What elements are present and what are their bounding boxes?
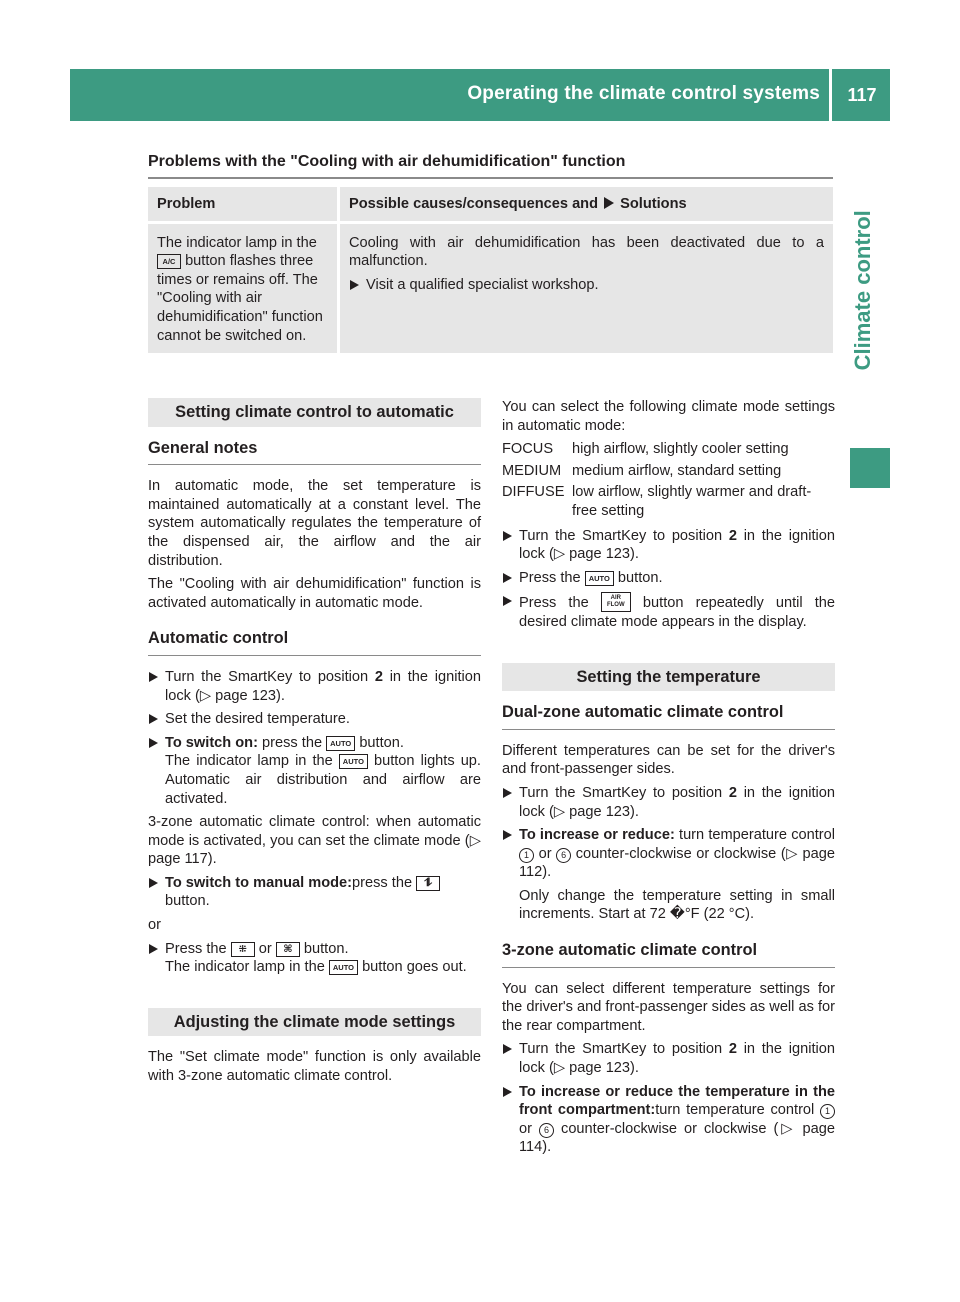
side-tab-marker bbox=[850, 448, 890, 488]
solution-step bbox=[349, 276, 824, 295]
knob-6-icon: 6 bbox=[539, 1123, 554, 1138]
side-tab-label: Climate control bbox=[849, 209, 875, 371]
ac-button-icon: A/C bbox=[157, 254, 181, 269]
step-fan-buttons: Press the ⁜ or ⌘ button. The indicator lamp in the AUTO button goes out. bbox=[148, 940, 481, 977]
list-item: FOCUS high airflow, slightly cooler setting bbox=[502, 441, 789, 458]
temperature-note: Only change the temperature setting in small increments. Start at 72 �°F (22 °C). bbox=[519, 887, 835, 923]
problem-text-a: The indicator lamp in the bbox=[157, 234, 317, 251]
climate-mode-p1: The "Set climate mode" function is only available with 3-zone automatic climate control. bbox=[148, 1049, 481, 1085]
step-manual-mode: To switch to manual mode:press the ⥮ button. bbox=[148, 874, 481, 911]
table-title: Problems with the "Cooling with air dehumidification" function bbox=[148, 153, 626, 170]
cause-text: Cooling with air dehumidification has been deactivated due to a malfunction. bbox=[349, 234, 824, 270]
arrow-icon bbox=[149, 714, 158, 724]
page-ref-link[interactable]: page 117 bbox=[148, 851, 208, 868]
right-column bbox=[502, 398, 835, 1162]
table-title-rule bbox=[148, 177, 833, 179]
climate-mode-list bbox=[502, 440, 835, 520]
arrow-icon bbox=[350, 280, 359, 290]
fan-high-button-icon: ⌘ bbox=[276, 942, 300, 957]
step-press-auto: Press the AUTO button. bbox=[502, 569, 835, 588]
table-header-row bbox=[148, 187, 833, 221]
arrow-icon bbox=[503, 531, 512, 541]
auto-button-icon: AUTO bbox=[585, 571, 614, 586]
page-ref-icon: ▷ bbox=[778, 1120, 796, 1137]
general-notes-p1: In automatic mode, the set temperature is maintained automatically at a constant level. The system automatically regulates the temperature of the dispensed air, the airflow and the air distribution. bbox=[148, 478, 481, 569]
solution-text: Visit a qualified specialist workshop. bbox=[366, 276, 599, 293]
section-heading-climate-mode: Adjusting the climate mode settings bbox=[148, 1008, 481, 1037]
page-ref-icon: ▷ bbox=[553, 803, 566, 820]
section-heading-automatic: Setting climate control to automatic bbox=[148, 398, 481, 427]
page-ref-link[interactable]: page 112 bbox=[519, 845, 835, 881]
subheading-dual-zone: Dual-zone automatic climate control bbox=[502, 703, 835, 730]
left-column bbox=[148, 398, 481, 1091]
page-ref-icon: ▷ bbox=[785, 845, 798, 862]
step-set-temperature: Set the desired temperature. bbox=[148, 710, 481, 729]
list-item: DIFFUSE low airflow, slightly warmer and draft-free setting bbox=[502, 484, 812, 519]
section-heading-temperature: Setting the temperature bbox=[502, 663, 835, 692]
step-smartkey: Turn the SmartKey to position 2 in the ignition lock (▷ page 123). bbox=[502, 527, 835, 564]
three-zone-p1: You can select different temperature settings for the driver's and front-passenger sides as well as for the rear compartment. bbox=[502, 980, 835, 1034]
col-header-problem: Problem bbox=[148, 187, 340, 221]
col-header-causes-text: Possible causes/consequences and bbox=[349, 196, 599, 212]
arrow-icon bbox=[503, 830, 512, 840]
col-header-solutions-text: Solutions bbox=[620, 196, 687, 212]
arrow-icon bbox=[149, 738, 158, 748]
dual-zone-p1: Different temperatures can be set for the driver's and front-passenger sides. bbox=[502, 742, 835, 778]
fan-low-button-icon: ⁜ bbox=[231, 942, 255, 957]
subheading-three-zone: 3-zone automatic climate control bbox=[502, 941, 835, 968]
col-header-solutions bbox=[340, 187, 833, 221]
subheading-automatic-control: Automatic control bbox=[148, 629, 481, 656]
manual-mode-button-icon: ⥮ bbox=[416, 876, 440, 891]
page-ref-icon: ▷ bbox=[469, 832, 481, 849]
page-ref-link[interactable]: page 123 bbox=[569, 546, 631, 563]
header-bar bbox=[70, 69, 890, 121]
general-notes-p2: The "Cooling with air dehumidification" function is activated automatically in automatic mode. bbox=[148, 576, 481, 611]
page-ref-icon: ▷ bbox=[199, 687, 212, 704]
header-separator bbox=[829, 69, 832, 121]
arrow-icon bbox=[149, 878, 158, 888]
air-flow-button-icon: AIR FLOW bbox=[601, 592, 631, 612]
problem-cell bbox=[148, 221, 340, 354]
page-title: Operating the climate control systems bbox=[467, 83, 820, 104]
table-row bbox=[148, 221, 833, 354]
arrow-icon bbox=[503, 573, 512, 583]
arrow-icon bbox=[503, 1087, 512, 1097]
arrow-icon bbox=[149, 672, 158, 682]
step-front-compartment: To increase or reduce the temperature in the front compartment:turn temperature control 1 or 6 counter-clockwise or clockwise (▷ page 114). bbox=[502, 1083, 835, 1157]
step-increase-reduce: To increase or reduce: turn temperature control 1 or 6 counter-clockwise or clockwise (▷ page 112). Only change the temperature setting in small increments. Start at 72 �°F (22 °C). bbox=[502, 826, 835, 924]
problems-table bbox=[148, 187, 833, 353]
page-number: 117 bbox=[847, 85, 877, 105]
list-item: MEDIUM medium airflow, standard setting bbox=[502, 462, 782, 479]
arrow-icon bbox=[503, 788, 512, 798]
page-ref-icon: ▷ bbox=[553, 1060, 566, 1077]
page-ref-icon: ▷ bbox=[553, 546, 566, 563]
auto-button-icon: AUTO bbox=[339, 754, 368, 769]
side-tab bbox=[836, 140, 890, 440]
arrow-icon bbox=[503, 596, 512, 606]
knob-6-icon: 6 bbox=[556, 848, 571, 863]
page-ref-link[interactable]: page 123 bbox=[569, 803, 631, 820]
page-ref-link[interactable]: page 123 bbox=[215, 687, 277, 704]
subheading-general-notes: General notes bbox=[148, 439, 481, 466]
solution-cell bbox=[340, 221, 833, 354]
climate-mode-p2: You can select the following climate mode settings in automatic mode: bbox=[502, 399, 835, 434]
page-ref-link[interactable]: page 123 bbox=[569, 1060, 631, 1077]
auto-button-icon: AUTO bbox=[326, 736, 355, 751]
step-switch-on: To switch on: press the AUTO button. The indicator lamp in the AUTO button lights up. Automatic air distribution and airflow are activated. bbox=[148, 734, 481, 808]
step-smartkey: Turn the SmartKey to position 2 in the ignition lock (▷ page 123). bbox=[502, 1040, 835, 1077]
or-text: or bbox=[148, 917, 161, 934]
knob-1-icon: 1 bbox=[519, 848, 534, 863]
page-ref-link[interactable]: page 114 bbox=[519, 1120, 835, 1156]
step-smartkey: Turn the SmartKey to position 2 in the ignition lock (▷ page 123). bbox=[502, 784, 835, 821]
knob-1-icon: 1 bbox=[820, 1104, 835, 1119]
arrow-icon bbox=[604, 197, 614, 209]
step-press-air-flow: Press the AIR FLOW button repeatedly until the desired climate mode appears in the display. bbox=[502, 592, 835, 631]
arrow-icon bbox=[503, 1044, 512, 1054]
problem-text-b: button flashes three times or remains off. The "Cooling with air dehumidification" function cannot be switched on. bbox=[157, 253, 323, 344]
arrow-icon bbox=[149, 944, 158, 954]
three-zone-note: 3-zone automatic climate control: when automatic mode is activated, you can set the climate mode (▷ page 117). bbox=[148, 814, 481, 868]
step-smartkey: Turn the SmartKey to position 2 in the ignition lock (▷ page 123). bbox=[148, 668, 481, 705]
auto-button-icon: AUTO bbox=[329, 960, 358, 975]
